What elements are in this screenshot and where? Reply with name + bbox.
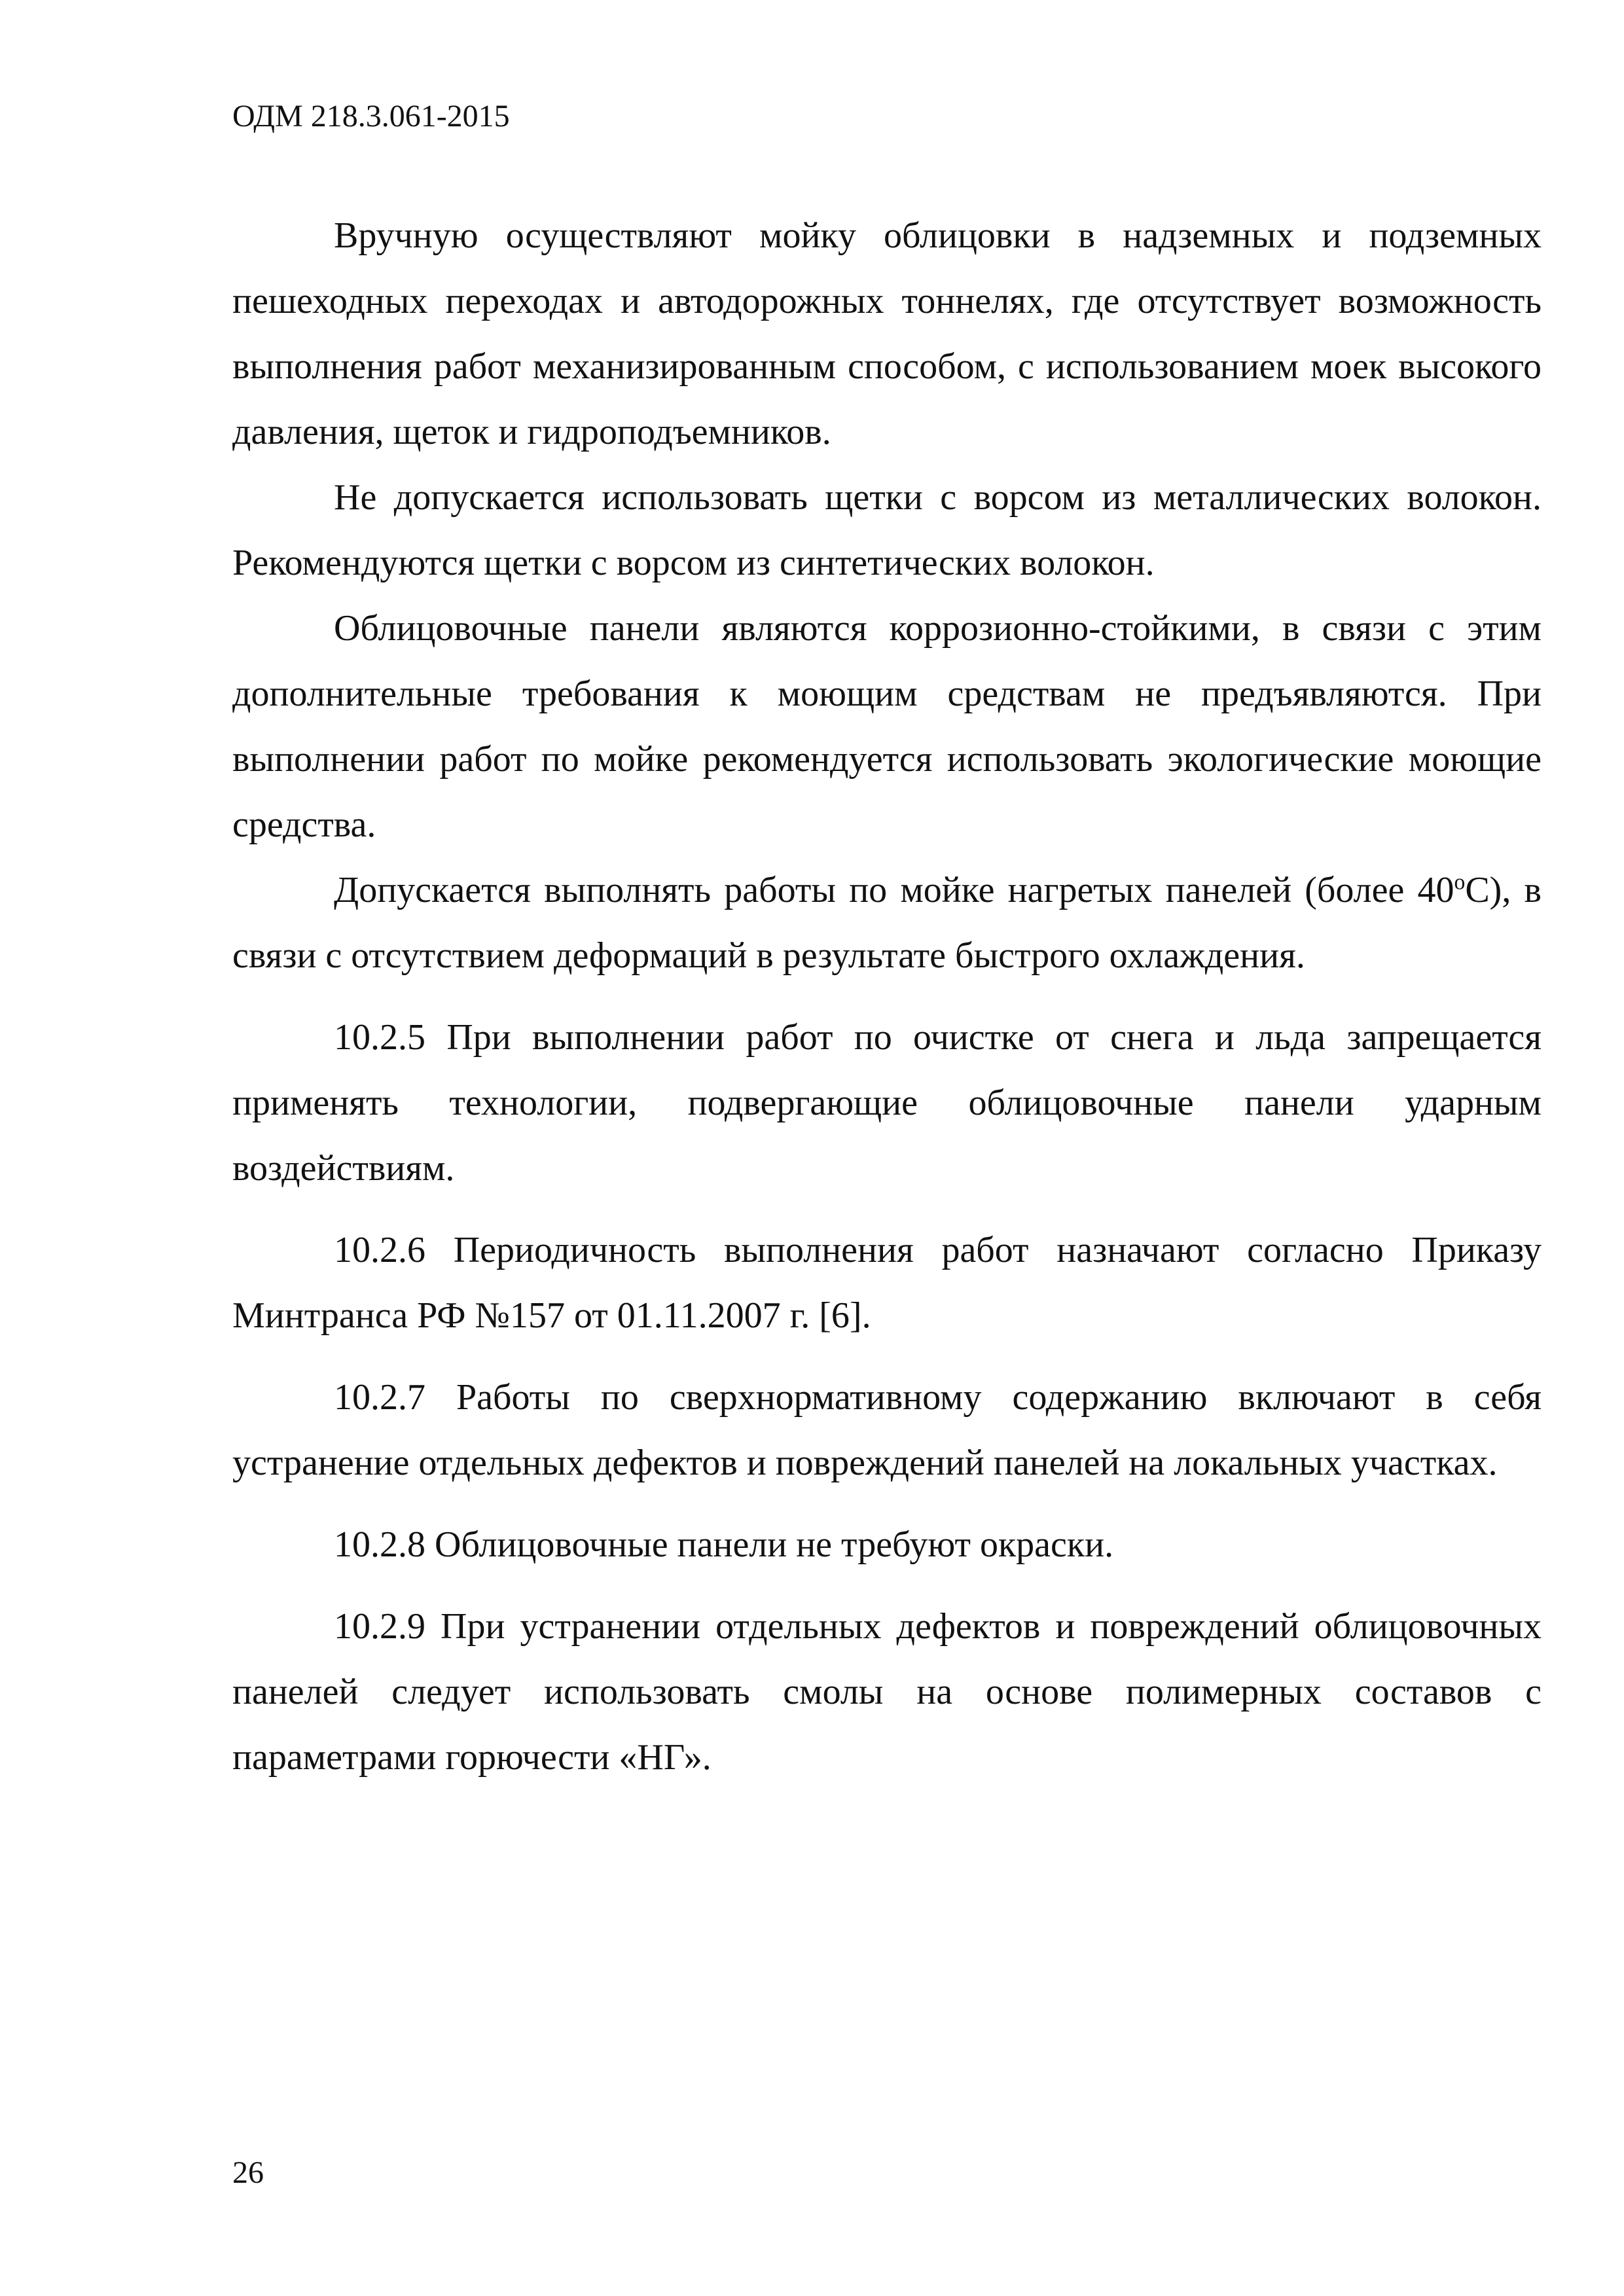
clause-number: 10.2.6 (334, 1230, 425, 1270)
paragraph-text: Вручную осуществляют мойку облицовки в надземных и подземных пешеходных переходах и автодорожных тоннелях, где отсутствует возможность выполнения работ механизированным способом, с использованием моек высокого давления, щеток и гидроподъемников. (232, 215, 1542, 452)
clause-number: 10.2.9 (334, 1606, 425, 1647)
clause-10-2-7 (232, 1365, 1542, 1496)
paragraph-text-after: С), в связи с отсутствием деформаций в результате быстрого охлаждения. (232, 870, 1542, 976)
clause-text: Работы по сверхнормативному содержанию включают в себя устранение отдельных дефектов и повреждений панелей на локальных участках. (232, 1377, 1542, 1483)
clause-text: Облицовочные панели не требуют окраски. (435, 1524, 1114, 1565)
paragraph-text-before: Допускается выполнять работы по мойке нагретых панелей (более 40 (334, 870, 1454, 910)
paragraph-manual-washing (232, 203, 1542, 465)
degree-sign: о (1454, 870, 1466, 895)
paragraph-cleaning-agents (232, 596, 1542, 857)
page-number: 26 (232, 2155, 264, 2190)
document-body (232, 203, 1542, 1790)
clause-10-2-5 (232, 1005, 1542, 1201)
clause-10-2-9 (232, 1594, 1542, 1790)
clause-10-2-6 (232, 1217, 1542, 1348)
paragraph-brushes (232, 465, 1542, 596)
clause-number: 10.2.8 (334, 1524, 425, 1565)
clause-text: При выполнении работ по очистке от снега и льда запрещается применять технологии, подвергающие облицовочные панели ударным воздействиям. (232, 1017, 1542, 1189)
paragraph-text: Облицовочные панели являются коррозионно-стойкими, в связи с этим дополнительные требования к моющим средствам не предъявляются. При выполнении работ по мойке рекомендуется использовать экологические моющие средства. (232, 608, 1542, 845)
clause-10-2-8 (232, 1512, 1542, 1577)
document-code-header: ОДМ 218.3.061-2015 (232, 99, 510, 134)
clause-number: 10.2.5 (334, 1017, 425, 1058)
paragraph-heated-panels (232, 857, 1542, 988)
clause-number: 10.2.7 (334, 1377, 425, 1418)
clause-text: Периодичность выполнения работ назначают согласно Приказу Минтранса РФ №157 от 01.11.2007 г. [6]. (232, 1230, 1542, 1336)
paragraph-text: Не допускается использовать щетки с ворсом из металлических волокон. Рекомендуются щетки с ворсом из синтетических волокон. (232, 477, 1542, 583)
clause-text: При устранении отдельных дефектов и повреждений облицовочных панелей следует использовать смолы на основе полимерных составов с параметрами горючести «НГ». (232, 1606, 1542, 1778)
